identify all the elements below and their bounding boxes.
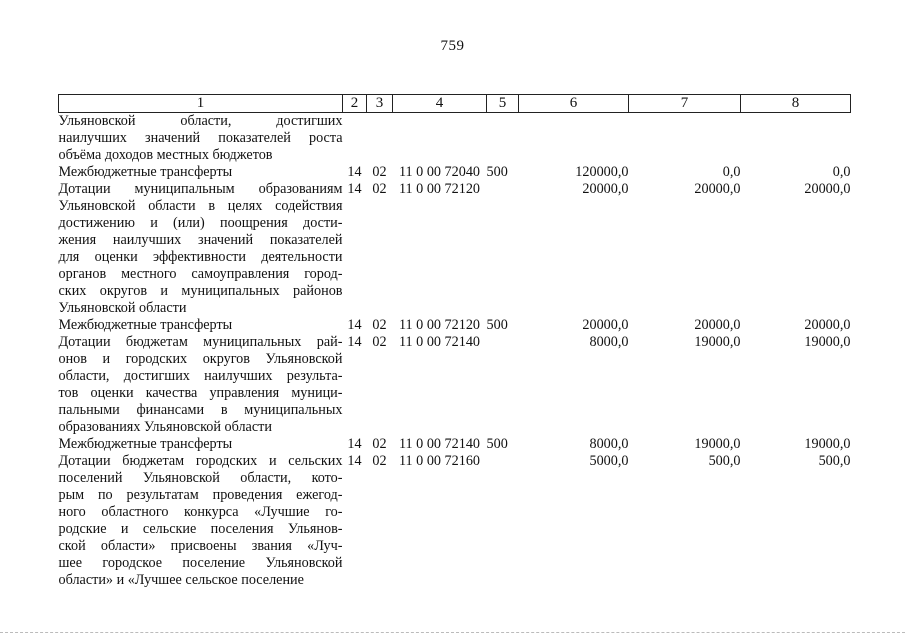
row-name-line: пальными финансами в муниципальных — [58, 402, 343, 418]
section-code: 14 — [347, 453, 362, 469]
header-col-1: 1 — [59, 95, 343, 113]
header-col-3: 3 — [367, 95, 393, 113]
section-code: 14 — [347, 317, 362, 333]
row-name-line: Ульяновской области в целях содействия — [58, 198, 343, 214]
row-name-line: ской области» присвоены звания «Луч- — [58, 538, 343, 554]
row-name-line: наилучших значений показателей роста — [58, 130, 343, 146]
amount-col-8: 0,0 — [832, 164, 851, 180]
header-col-2: 2 — [343, 95, 367, 113]
row-name — [59, 436, 343, 453]
subsection-code: 02 — [372, 436, 387, 452]
scan-edge — [0, 632, 905, 634]
row-name-line: области» и «Лучшее сельское поселение — [58, 572, 304, 588]
row-name-line: поселений Ульяновской области, кото- — [58, 470, 343, 486]
amount-col-7: 19000,0 — [694, 436, 741, 452]
amount-col-8: 500,0 — [818, 453, 851, 469]
row-name-line: объёма доходов местных бюджетов — [58, 147, 273, 163]
amount-col-8: 19000,0 — [804, 334, 851, 350]
row-name-line: Межбюджетные трансферты — [58, 164, 233, 180]
amount-col-7: 19000,0 — [694, 334, 741, 350]
section-code: 14 — [347, 334, 362, 350]
table-header — [59, 95, 851, 113]
section-code — [343, 113, 367, 165]
row-name-line: Ульяновской области — [58, 300, 187, 316]
row-name-line: Межбюджетные трансферты — [58, 436, 233, 452]
section-code: 14 — [347, 436, 362, 452]
header-col-4: 4 — [393, 95, 487, 113]
budget-table — [58, 94, 851, 589]
row-name-line: Межбюджетные трансферты — [58, 317, 233, 333]
amount-col-8 — [741, 113, 851, 165]
table-row — [59, 164, 851, 181]
expense-type-code — [487, 113, 519, 165]
amount-col-7: 20000,0 — [694, 317, 741, 333]
target-article-code: 11 0 00 72160 — [398, 453, 481, 469]
amount-col-7: 500,0 — [708, 453, 741, 469]
table-row — [59, 317, 851, 334]
amount-col-6: 20000,0 — [582, 317, 629, 333]
subsection-code: 02 — [372, 181, 387, 197]
target-article-code: 11 0 00 72140 — [398, 334, 481, 350]
row-name-line: жения наилучших значений показателей — [58, 232, 343, 248]
row-name-line: тов оценки качества управления муници- — [58, 385, 343, 401]
row-name-line: Ульяновской области, достигших — [58, 113, 343, 129]
target-article-code: 11 0 00 72120 — [398, 317, 481, 333]
row-name-line: онов и городских округов Ульяновской — [58, 351, 343, 367]
target-article-code: 11 0 00 72120 — [398, 181, 481, 197]
amount-col-7 — [629, 113, 741, 165]
row-name-line: Дотации бюджетам муниципальных рай- — [58, 334, 343, 350]
section-code: 14 — [347, 164, 362, 180]
expense-type-code: 500 — [486, 164, 508, 180]
row-name-line: достижению и (или) поощрения дости- — [58, 215, 343, 231]
section-code: 14 — [347, 181, 362, 197]
row-name — [59, 317, 343, 334]
row-name — [59, 113, 343, 165]
table-row — [59, 181, 851, 317]
row-name-line: Дотации бюджетам городских и сельских — [58, 453, 343, 469]
header-col-8: 8 — [741, 95, 851, 113]
page-number: 759 — [440, 38, 465, 54]
subsection-code — [367, 113, 393, 165]
amount-col-8: 20000,0 — [804, 181, 851, 197]
table-row — [59, 436, 851, 453]
table-body — [59, 113, 851, 590]
row-name-line: родские и сельские поселения Ульянов- — [58, 521, 343, 537]
subsection-code: 02 — [372, 453, 387, 469]
amount-col-7: 20000,0 — [694, 181, 741, 197]
row-name — [59, 453, 343, 589]
header-col-6: 6 — [519, 95, 629, 113]
amount-col-6: 5000,0 — [589, 453, 629, 469]
amount-col-8: 20000,0 — [804, 317, 851, 333]
amount-col-8: 19000,0 — [804, 436, 851, 452]
expense-type-code: 500 — [486, 317, 508, 333]
subsection-code: 02 — [372, 317, 387, 333]
table-row — [59, 453, 851, 589]
amount-col-6 — [519, 113, 629, 165]
row-name-line: для оценки эффективности деятельности — [58, 249, 343, 265]
row-name-line: области, достигших наилучших результа- — [58, 368, 343, 384]
table-row — [59, 113, 851, 165]
subsection-code: 02 — [372, 164, 387, 180]
amount-col-6: 120000,0 — [575, 164, 629, 180]
row-name-line: Дотации муниципальным образованиям — [58, 181, 343, 197]
header-col-5: 5 — [487, 95, 519, 113]
row-name — [59, 181, 343, 317]
expense-type-code — [487, 181, 519, 317]
subsection-code: 02 — [372, 334, 387, 350]
header-col-7: 7 — [629, 95, 741, 113]
row-name-line: образованиях Ульяновской области — [58, 419, 272, 435]
row-name-line: органов местного самоуправления город- — [58, 266, 343, 282]
row-name — [59, 164, 343, 181]
row-name-line: ских округов и муниципальных районов — [58, 283, 343, 299]
amount-col-6: 20000,0 — [582, 181, 629, 197]
row-name-line: рым по результатам проведения ежегод- — [58, 487, 343, 503]
expense-type-code — [487, 453, 519, 589]
header-row — [59, 95, 851, 113]
amount-col-7: 0,0 — [722, 164, 741, 180]
target-article-code: 11 0 00 72040 — [398, 164, 481, 180]
target-article-code — [393, 113, 487, 165]
row-name-line: шее городское поселение Ульяновской — [58, 555, 343, 571]
table-row — [59, 334, 851, 436]
expense-type-code — [487, 334, 519, 436]
row-name-line: ного областного конкурса «Лучшие го- — [58, 504, 343, 520]
amount-col-6: 8000,0 — [589, 436, 629, 452]
expense-type-code: 500 — [486, 436, 508, 452]
amount-col-6: 8000,0 — [589, 334, 629, 350]
target-article-code: 11 0 00 72140 — [398, 436, 481, 452]
row-name — [59, 334, 343, 436]
